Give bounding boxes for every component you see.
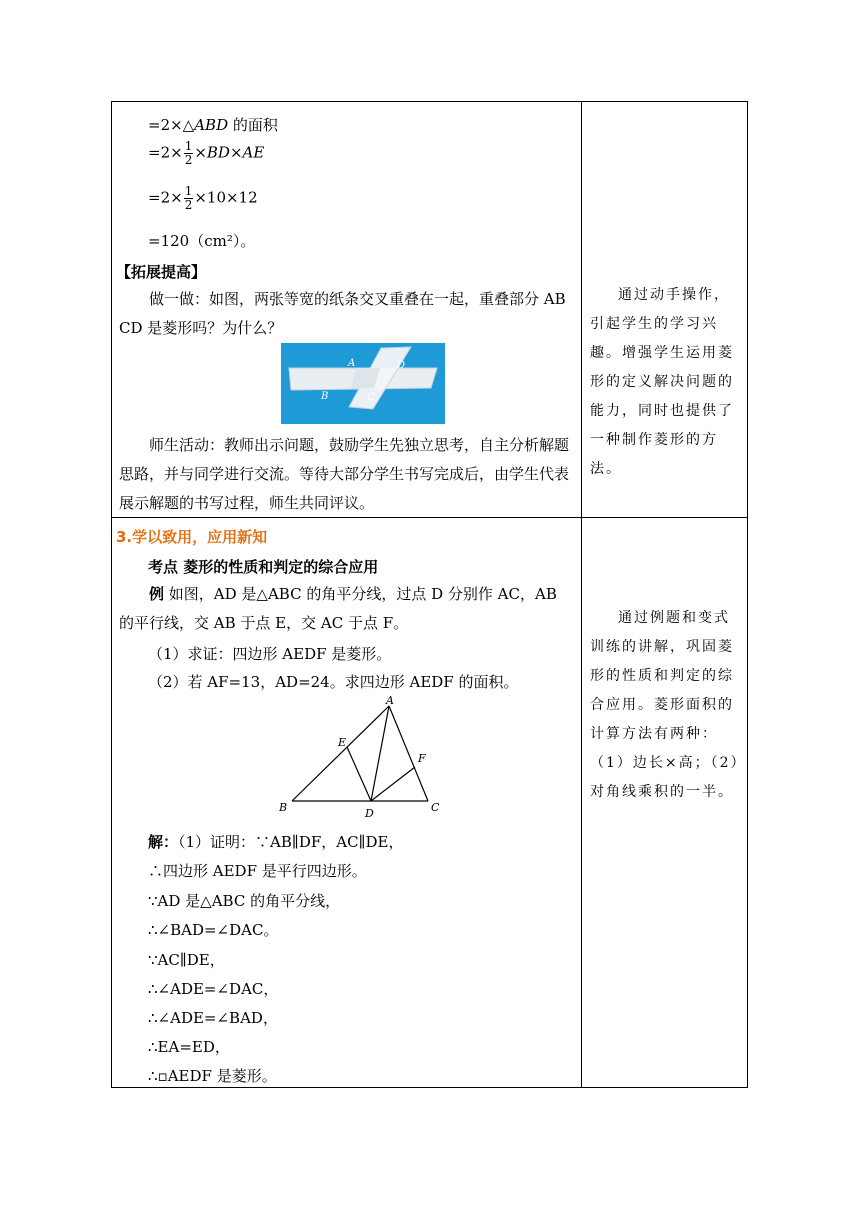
example-label: 例 <box>149 585 165 603</box>
triangle-label-a: A <box>386 694 394 707</box>
segment-df <box>371 767 415 801</box>
kaodian-line: 考点 菱形的性质和判定的综合应用 <box>148 558 379 576</box>
solution-line-6: ∴∠ADE=∠DAC， <box>148 980 279 998</box>
solution-line-7: ∴∠ADE=∠BAD， <box>148 1009 278 1027</box>
triangle-label-c: C <box>431 801 440 814</box>
triangle-label-e: E <box>338 736 347 749</box>
side-note-lower: 通过例题和变式训练的讲解，巩固菱形的性质和判定的综合应用。菱形面积的计算方法有两种：（1）边长×高；（2）对角线乘积的一半。 <box>590 610 740 800</box>
solution-line-3: ∵AD 是△ABC 的角平分线， <box>148 892 341 910</box>
question-2: （2）若 AF=13，AD=24。求四边形 AEDF 的面积。 <box>148 673 519 691</box>
expand-heading: 【拓展提高】 <box>116 263 207 281</box>
triangle-label-b: B <box>279 801 288 814</box>
formula-line-3: =2× $\frac{1}{2}$ ×10×12 <box>148 184 258 212</box>
triangle-label-f: F <box>418 752 426 765</box>
solution-label: 解： <box>148 833 179 851</box>
activity-paragraph: 师生活动：教师出示问题，鼓励学生先独立思考，自主分析解题思路，并与同学进行交流。等待大部分学生书写完成后，由学生代表展示解题的书写过程，师生共同评议。 <box>119 436 570 512</box>
solution-line-8: ∴EA=ED， <box>148 1038 230 1056</box>
paper-label-d: D <box>397 360 406 371</box>
solution-line-2: ∴四边形 AEDF 是平行四边形。 <box>148 862 367 880</box>
section-3-heading: 3.学以致用，应用新知 <box>116 528 268 546</box>
formula-line-1: =2×△ABD 的面积 <box>148 116 278 134</box>
formula-line-2: =2× $\frac{1}{2}$ ×BD×AE <box>148 139 265 167</box>
triangle-figure <box>276 693 446 823</box>
example-text: 如图，AD 是△ABC 的角平分线，过点 D 分别作 AC，AB 的平行线，交 AB 于点 E，交 AC 于点 F。 <box>119 585 557 632</box>
formula-line-4: =120（cm²）。 <box>148 232 256 250</box>
solution-line-4: ∴∠BAD=∠DAC。 <box>148 921 279 939</box>
example-paragraph <box>119 580 575 638</box>
paper-label-a: A <box>348 358 356 369</box>
solution-line-9: ∴▫AEDF 是菱形。 <box>148 1067 277 1085</box>
solution-line-5: ∵AC∥DE， <box>148 951 225 969</box>
question-1: （1）求证：四边形 AEDF 是菱形。 <box>148 645 392 663</box>
triangle-label-d: D <box>365 807 374 820</box>
zuoyizuo-paragraph: 做一做：如图，两张等宽的纸条交叉重叠在一起，重叠部分 ABCD 是菱形吗？为什么？ <box>119 290 566 337</box>
fraction: $\frac{1}{2}$ <box>184 184 193 212</box>
segment-ed <box>347 747 371 801</box>
solution-line-1: 解：（1）证明：∵AB∥DF，AC∥DE， <box>148 833 404 851</box>
fraction: $\frac{1}{2}$ <box>184 139 193 167</box>
side-ab <box>292 706 389 801</box>
paper-label-c: C <box>367 392 375 403</box>
side-note-upper: 通过动手操作，引起学生的学习兴趣。增强学生运用菱形的定义解决问题的能力，同时也提供了一种制作菱形的方法。 <box>590 287 734 477</box>
paper-label-b: B <box>321 391 329 402</box>
paper-strips-figure <box>281 343 445 424</box>
